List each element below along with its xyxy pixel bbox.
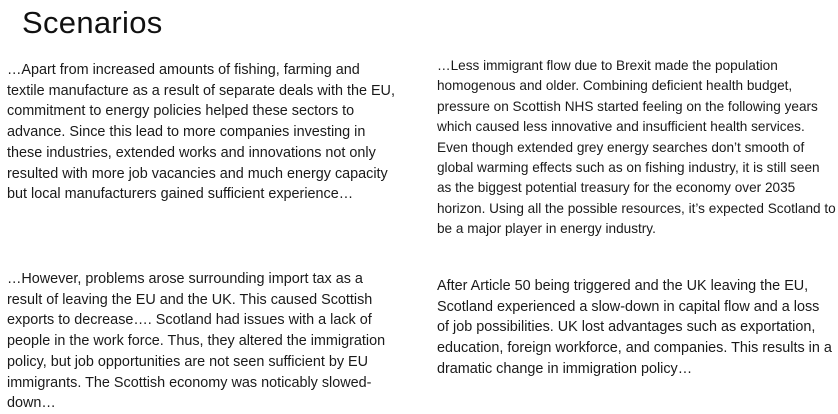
scenario-text-top-right: …Less immigrant flow due to Brexit made the population homogenous and older. Combining deficient health budget, pressure on Scottish NHS started feeling on the following years which caused less innovative and insufficient health services. Even though extended grey energy searches don’t smooth of global warming effects such as on fishing industry, it is still seen as the biggest potential treasury for the economy over 2035 horizon. Using all the possible resources, it’s expected Scotland to be a major player in energy industry. [437, 58, 836, 237]
page-title: Scenarios [22, 5, 163, 40]
scenario-text-bottom-left: …However, problems arose surrounding import tax as a result of leaving the EU and the UK. This caused Scottish exports to decrease…. Scotland had issues with a lack of people in the work force. Thus, they altered the immigration policy, but job opportunities are not seen sufficient by EU immigrants. The Scottish economy was noticably slowed-down… [7, 271, 386, 412]
scenario-text-bottom-right: After Article 50 being triggered and the UK leaving the EU, Scotland experienced a slow-down in capital flow and a loss of job possibilities. UK lost advantages such as exportation, education, foreign workforce, and companies. This results in a dramatic change in immigration policy… [437, 278, 832, 377]
scenario-text-top-left: …Apart from increased amounts of fishing, farming and textile manufacture as a result of separate deals with the EU, commitment to energy policies helped these sectors to advance. Since this lead to more companies investing in these industries, extended works and innovations not only resulted with more job vacancies and much energy capacity but local manufacturers gained sufficient experience… [7, 62, 395, 203]
